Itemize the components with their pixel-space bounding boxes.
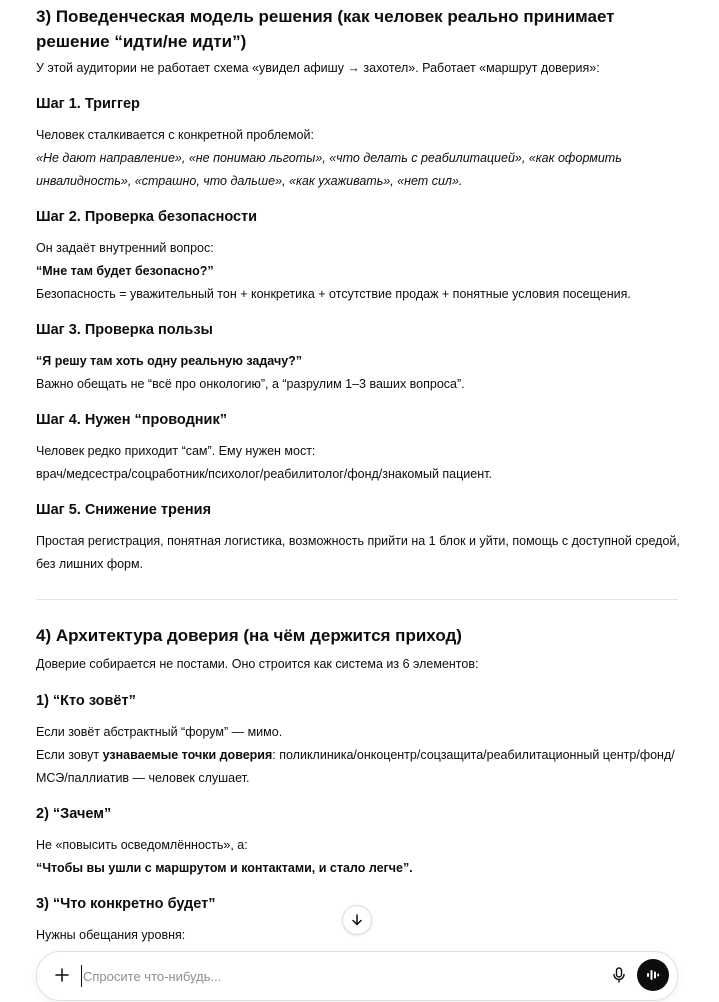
step-4-text: [36, 440, 686, 486]
arrow-down-icon: [350, 913, 364, 927]
trust-points-emphasis: узнаваемые точки доверия: [102, 748, 273, 762]
plus-icon: [55, 968, 69, 982]
step-3-heading: Шаг 3. Проверка пользы: [36, 322, 213, 338]
step-4-line-1: Человек редко приходит “сам”. Ему нужен мост:: [36, 444, 316, 458]
step-1-line-1: Человек сталкивается с конкретной проблемой:: [36, 128, 314, 142]
step-2-heading: Шаг 2. Проверка безопасности: [36, 209, 258, 225]
microphone-icon: [612, 967, 626, 983]
attach-button[interactable]: [51, 964, 73, 986]
step-3-question: “Я решу там хоть одну реальную задачу?”: [36, 354, 303, 368]
step-5-heading: Шаг 5. Снижение трения: [36, 502, 212, 518]
dictate-button[interactable]: [608, 964, 630, 986]
section-3-heading: 3) Поведенческая модель решения (как человек реально принимает решение “идти/не идти”): [36, 7, 615, 51]
step-3-text: [36, 350, 686, 396]
section-divider: [36, 599, 678, 600]
element-3-heading: 3) “Что конкретно будет”: [36, 896, 216, 912]
step-2-line-3: Безопасность = уважительный тон + конкретика + отсутствие продаж + понятные условия посещения.: [36, 287, 631, 301]
section-4-intro: Доверие собирается не постами. Оно строится как система из 6 элементов:: [36, 657, 479, 671]
step-5-text: Простая регистрация, понятная логистика, возможность прийти на 1 блок и уйти, помощь с доступной средой, без лишних форм.: [36, 534, 680, 571]
element-2-line-1: Не «повысить осведомлённость», а:: [36, 838, 248, 852]
scroll-to-bottom-button[interactable]: [342, 905, 372, 935]
section-4-heading: 4) Архитектура доверия (на чём держится приход): [36, 626, 462, 645]
voice-mode-button[interactable]: [637, 959, 669, 991]
step-4-line-2: врач/медсестра/соцработник/психолог/реабилитолог/фонд/знакомый пациент.: [36, 467, 492, 481]
element-1-heading: 1) “Кто зовёт”: [36, 693, 136, 709]
step-2-question: “Мне там будет безопасно?”: [36, 264, 214, 278]
step-1-quotes: «Не дают направление», «не понимаю льготы», «что делать с реабилитацией», «как оформить инвалидность», «страшно, что дальше», «как ухаживать», «нет сил».: [36, 151, 622, 188]
element-1-line-2-suffix: : поликлиника/онкоцентр/соцзащита/реабилитационный центр/фонд/МСЭ/паллиатив — человек слушает.: [36, 748, 675, 785]
element-2-heading: 2) “Зачем”: [36, 806, 112, 822]
step-1-heading: Шаг 1. Триггер: [36, 96, 140, 112]
step-3-line-2: Важно обещать не “всё про онкологию”, а “разрулим 1–3 ваших вопроса”.: [36, 377, 465, 391]
section-3-intro: У этой аудитории не работает схема «увидел афишу → захотел». Работает «маршрут доверия»:: [36, 61, 600, 75]
element-3-text: Нужны обещания уровня:: [36, 928, 186, 942]
element-1-text: [36, 721, 686, 790]
element-2-text: [36, 834, 686, 880]
voice-mode-icon: [646, 968, 660, 982]
step-4-heading: Шаг 4. Нужен “проводник”: [36, 412, 227, 428]
step-1-text: [36, 124, 686, 193]
message-composer: [36, 951, 678, 1001]
step-2-line-1: Он задаёт внутренний вопрос:: [36, 241, 214, 255]
element-1-line-2-prefix: Если зовут: [36, 748, 103, 762]
step-2-text: [36, 237, 686, 306]
element-1-line-1: Если зовёт абстрактный “форум” — мимо.: [36, 725, 283, 739]
element-2-quote: “Чтобы вы ушли с маршрутом и контактами, и стало легче”.: [36, 861, 413, 875]
prompt-input[interactable]: [81, 965, 583, 987]
